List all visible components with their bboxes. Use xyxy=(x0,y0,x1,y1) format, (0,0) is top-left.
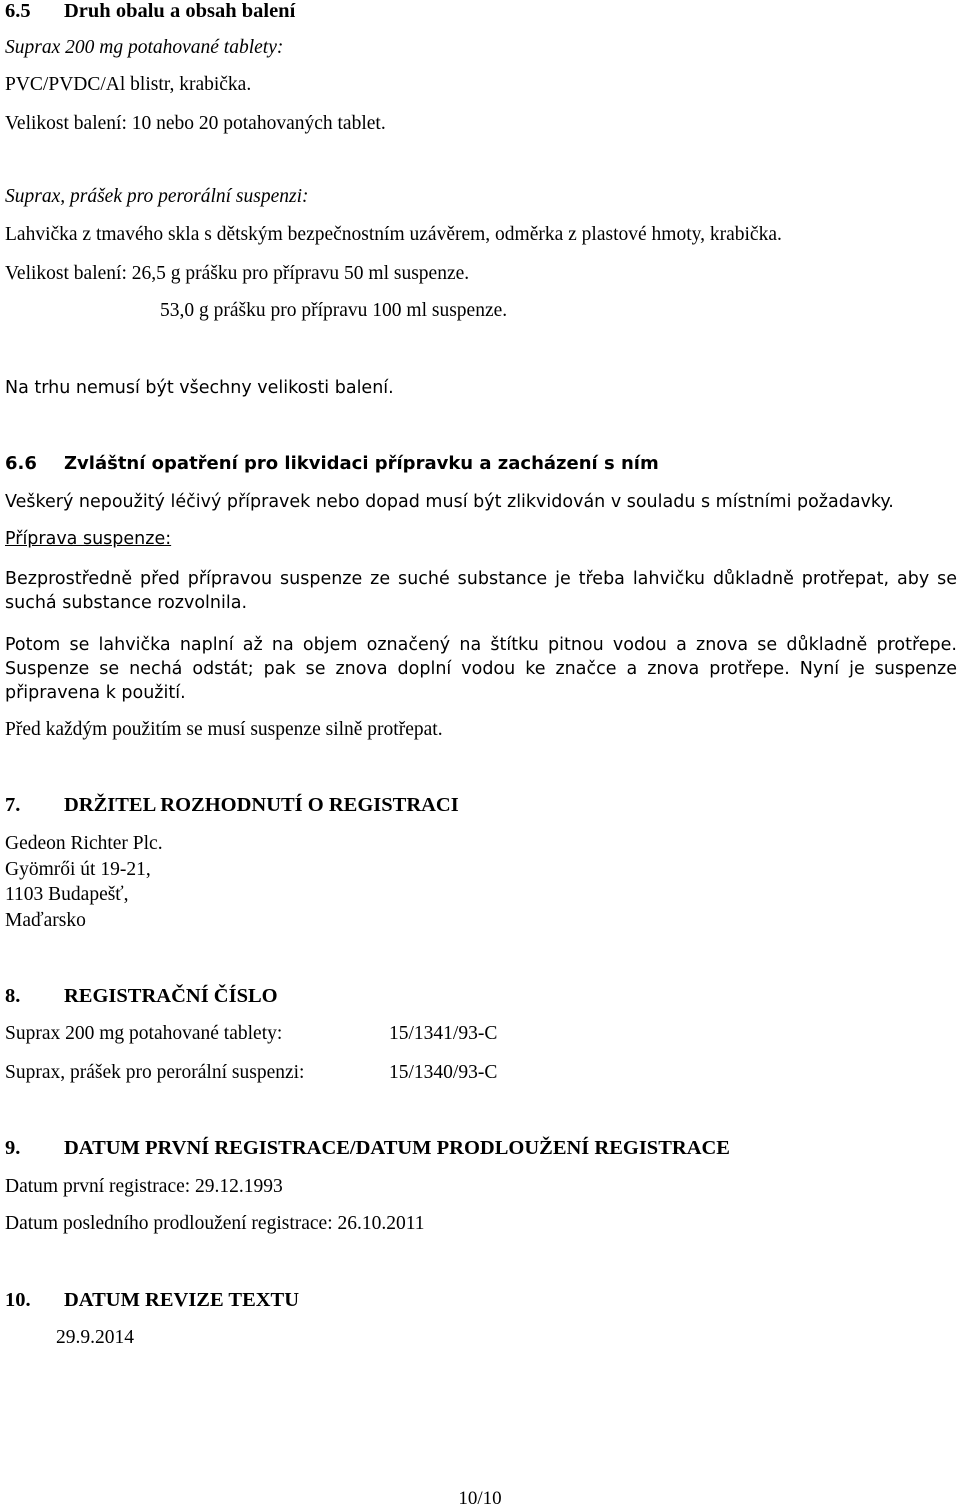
revision-date: 29.9.2014 xyxy=(56,1327,134,1348)
preparation-heading: Příprava suspenze: xyxy=(5,529,172,549)
section-number: 10. xyxy=(5,1289,31,1311)
renewal-date: Datum posledního prodloužení registrace: 26.10.2011 xyxy=(5,1213,425,1234)
section-number: 6.5 xyxy=(5,0,31,22)
section-number: 9. xyxy=(5,1137,21,1159)
first-registration-date: Datum první registrace: 29.12.1993 xyxy=(5,1176,283,1197)
registration-product: Suprax 200 mg potahované tablety: xyxy=(5,1023,283,1044)
tablets-pack: PVC/PVDC/Al blistr, krabička. xyxy=(5,74,252,95)
page-number: 10/10 xyxy=(458,1488,502,1509)
section-6-6-heading xyxy=(5,455,659,473)
registration-number: 15/1340/93-C xyxy=(389,1062,498,1083)
powder-heading: Suprax, prášek pro perorální suspenzi: xyxy=(5,186,309,207)
holder-street: Gyömrői út 19-21, xyxy=(5,859,151,880)
registration-number: 15/1341/93-C xyxy=(389,1023,498,1044)
holder-city: 1103 Budapešť, xyxy=(5,884,129,905)
section-title: Druh obalu a obsah balení xyxy=(64,0,296,22)
powder-size-1: Velikost balení: 26,5 g prášku pro přípravu 50 ml suspenze. xyxy=(5,263,470,284)
section-title: Zvláštní opatření pro likvidaci přípravku a zacházení s ním xyxy=(64,453,659,474)
powder-size-2: 53,0 g prášku pro přípravu 100 ml suspenze. xyxy=(160,300,508,321)
section-9-heading xyxy=(5,1138,730,1159)
holder-country: Maďarsko xyxy=(5,910,86,931)
section-7-heading xyxy=(5,795,459,816)
registration-product: Suprax, prášek pro perorální suspenzi: xyxy=(5,1062,305,1083)
pack-size-note: Na trhu nemusí být všechny velikosti balení. xyxy=(5,378,394,398)
registration-row xyxy=(5,1024,955,1044)
section-number: 6.6 xyxy=(5,453,37,474)
powder-pack: Lahvička z tmavého skla s dětským bezpečnostním uzávěrem, odměrka z plastové hmoty, krabička. xyxy=(5,224,782,245)
preparation-paragraph-2: Potom se lahvička naplní až na objem označený na štítku pitnou vodou a znova se důkladně protřepe. Suspenze se nechá odstát; pak se znova doplní vodou ke značce a znova protřepe. Nyní je suspenze připravena k použití. xyxy=(5,635,957,703)
disposal-text: Veškerý nepoužitý léčivý přípravek nebo dopad musí být zlikvidován v souladu s místními požadavky. xyxy=(5,492,894,512)
section-title: DRŽITEL ROZHODNUTÍ O REGISTRACI xyxy=(64,794,459,816)
tablets-size: Velikost balení: 10 nebo 20 potahovaných tablet. xyxy=(5,113,386,134)
section-number: 8. xyxy=(5,985,21,1007)
section-number: 7. xyxy=(5,794,21,816)
section-6-5-heading xyxy=(5,1,295,22)
section-title: REGISTRAČNÍ ČÍSLO xyxy=(64,985,278,1007)
registration-row xyxy=(5,1063,955,1083)
section-title: DATUM REVIZE TEXTU xyxy=(64,1289,300,1311)
section-8-heading xyxy=(5,986,278,1007)
preparation-paragraph-3: Před každým použitím se musí suspenze silně protřepat. xyxy=(5,719,443,740)
holder-name: Gedeon Richter Plc. xyxy=(5,833,163,854)
section-10-heading xyxy=(5,1290,299,1311)
tablets-heading: Suprax 200 mg potahované tablety: xyxy=(5,37,284,58)
section-title: DATUM PRVNÍ REGISTRACE/DATUM PRODLOUŽENÍ REGISTRACE xyxy=(64,1137,730,1159)
preparation-paragraph-1: Bezprostředně před přípravou suspenze ze suché substance je třeba lahvičku důkladně protřepat, aby se suchá substance rozvolnila. xyxy=(5,569,957,613)
